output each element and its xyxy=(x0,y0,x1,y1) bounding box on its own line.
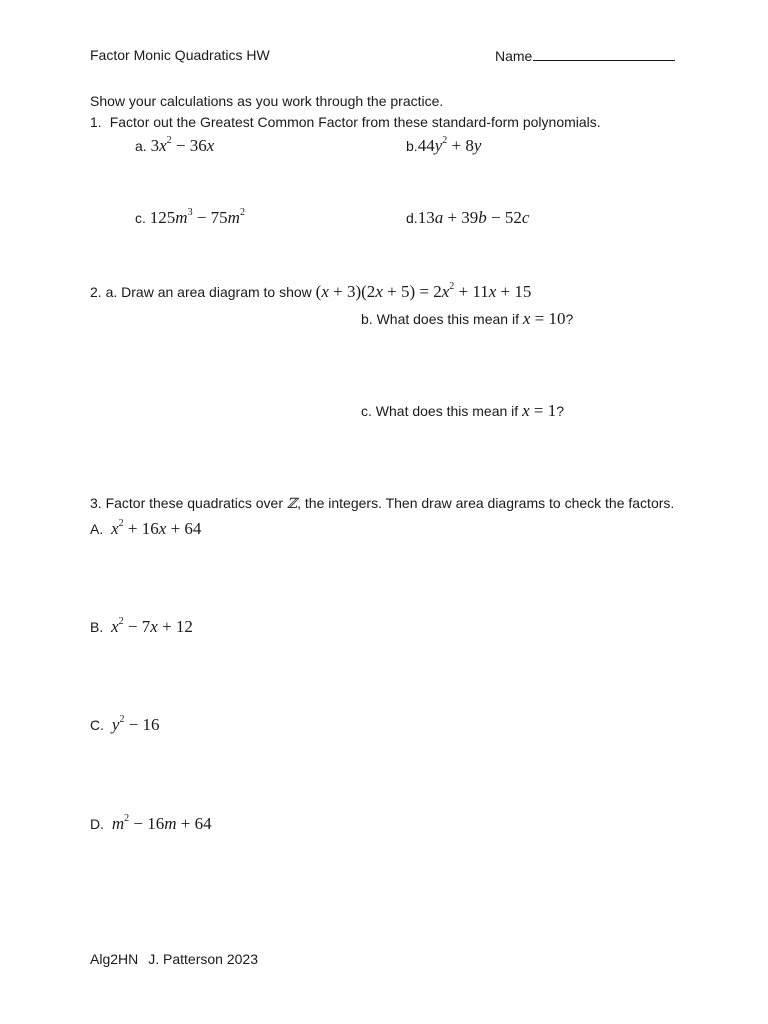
integers-symbol: ℤ xyxy=(286,496,298,512)
q2a xyxy=(90,283,531,301)
q2c-qmark: ? xyxy=(556,403,565,419)
q1a-label: a. xyxy=(135,138,147,154)
q2c xyxy=(361,402,564,420)
q1c-expr: $125m^3 - 75m^2$ xyxy=(149,207,245,227)
q2a-equation: $(x + 3)(2x + 5) = 2x^2 + 11x + 15$ xyxy=(315,281,532,301)
footer xyxy=(90,950,258,968)
q3c-expr: $y^2 - 16$ xyxy=(111,714,160,734)
q1b-label: b. xyxy=(406,138,418,154)
q2b xyxy=(361,310,573,328)
q3-prompt xyxy=(90,494,674,513)
q3c xyxy=(90,716,160,734)
q1c xyxy=(135,209,245,227)
q2c-prompt: c. What does this mean if xyxy=(361,403,519,419)
q3b-label: B. xyxy=(90,619,104,635)
q3b xyxy=(90,618,193,636)
q3a-expr: $x^2 + 16x + 64$ xyxy=(111,518,202,538)
q3-prompt-before: 3. Factor these quadratics over xyxy=(90,495,283,511)
q3a xyxy=(90,520,201,538)
q2c-condition: x = 1 xyxy=(522,401,557,420)
q3b-expr: $x^2 - 7x + 12$ xyxy=(111,616,193,636)
worksheet-title: Factor Monic Quadratics HW xyxy=(90,47,270,63)
q1-number: 1. xyxy=(90,114,102,130)
q3c-label: C. xyxy=(90,717,104,733)
q1c-label: c. xyxy=(135,210,146,226)
q3a-label: A. xyxy=(90,521,104,537)
q1-prompt-text: Factor out the Greatest Common Factor from these standard-form polynomials. xyxy=(109,114,601,130)
q2b-condition: x = 10 xyxy=(522,309,566,328)
q3d-label: D. xyxy=(90,816,104,832)
name-field[interactable] xyxy=(495,46,675,65)
name-line xyxy=(533,46,675,61)
q1b-expr: $44y^2 + 8y$ xyxy=(417,135,482,155)
q1d-expr: 13a + 39b − 52c xyxy=(417,208,530,227)
footer-author: J. Patterson 2023 xyxy=(148,951,258,967)
q1a-expr: $3x^2 - 36x$ xyxy=(150,135,215,155)
footer-course: Alg2HN xyxy=(90,951,139,967)
q1a xyxy=(135,137,214,155)
instructions: Show your calculations as you work through the practice. xyxy=(90,93,444,109)
q3-prompt-after: , the integers. Then draw area diagrams to check the factors. xyxy=(297,495,675,511)
q3d-expr: $m^2 - 16m + 64$ xyxy=(111,813,212,833)
q2b-prompt: b. What does this mean if xyxy=(361,311,519,327)
q1b xyxy=(406,137,481,155)
q2b-qmark: ? xyxy=(565,311,574,327)
q1d-label: d. xyxy=(406,210,418,226)
name-label: Name xyxy=(495,48,533,64)
q3d xyxy=(90,815,212,833)
q1-prompt xyxy=(90,113,601,131)
q1d xyxy=(406,209,529,227)
q2a-prompt: 2. a. Draw an area diagram to show xyxy=(90,284,312,300)
